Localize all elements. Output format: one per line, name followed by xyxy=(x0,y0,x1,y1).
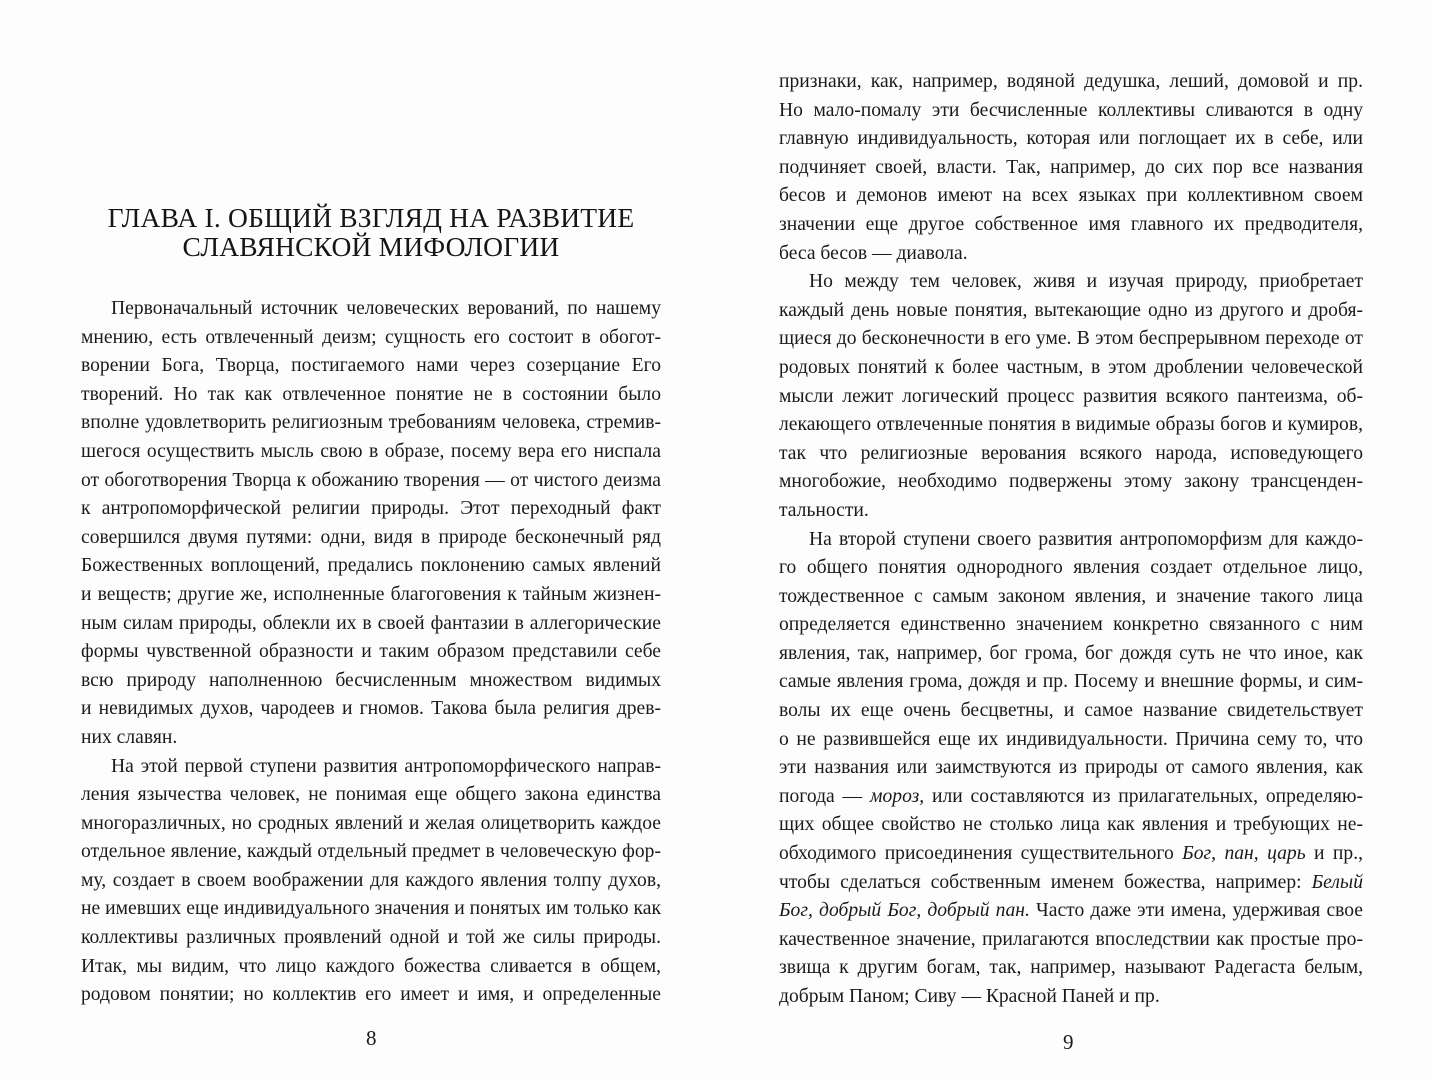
text-line: добрым Паном; Сиву — Красной Паней и пр. xyxy=(779,986,1160,1007)
text-line: эти названия или заимствуются из природы от самого явления, как xyxy=(779,757,1363,779)
text-line: всю природу наполненною бесчисленным множеством видимых xyxy=(81,669,661,691)
text-line: явления, так, например, бог грома, бог дождя суть не что иное, как xyxy=(779,642,1363,664)
text-line: Первоначальный источник человеческих верований, по нашему xyxy=(111,298,661,319)
page-number-left: 8 xyxy=(366,1026,377,1050)
text-line-mixed: обходимого присоединения существительного Бог, пан, царь и пр., xyxy=(779,843,1363,865)
text-line: родовых понятий к более частным, в этом дроблении человеческой xyxy=(779,356,1363,378)
text-line: к антропоморфической религии природы. Этот переходный факт xyxy=(81,498,661,520)
text-line: Божественных воплощений, предались поклонению самых явлений xyxy=(81,555,661,577)
text-line: мнению, есть отвлеченный деизм; сущность его состоит в обогот- xyxy=(81,326,661,348)
text-line: волы их еще очень бесцветны, и самое название свидетельствует xyxy=(779,700,1363,722)
text-line: звища к другим богам, так, например, называют Радегаста белым, xyxy=(779,957,1363,979)
text-line: признаки, как, например, водяной дедушка, леший, домовой и пр. xyxy=(779,71,1363,92)
left-page xyxy=(0,0,716,1080)
text-line: так что религиозные верования всякого народа, исповедующего xyxy=(779,442,1363,464)
text-line: Но мало-помалу эти бесчисленные коллективы сливаются в одну xyxy=(779,99,1363,121)
left-text-column xyxy=(81,295,661,1010)
text-line: и веществ; другие же, исполненные благоговения к тайным жизнен- xyxy=(81,583,661,605)
text-line: лекающего отвлеченные понятия в видимые образы богов и кумиров, xyxy=(779,414,1363,436)
italic-term: Белый xyxy=(1311,871,1363,893)
text-line: Итак, мы видим, что лицо каждого божества сливается в общем, xyxy=(81,955,661,977)
text-line: ворении Бога, Творца, постигаемого нами через созерцание Его xyxy=(81,355,661,377)
chapter-title-line-2: СЛАВЯНСКОЙ МИФОЛОГИИ xyxy=(182,231,560,262)
right-page xyxy=(716,0,1433,1080)
chapter-title-line-1: ГЛАВА I. ОБЩИЙ ВЗГЛЯД НА РАЗВИТИЕ xyxy=(107,202,635,233)
text-line: Но между тем человек, живя и изучая природу, приобретает xyxy=(809,271,1363,293)
text-line: бесов и демонов имеют на всех языках при коллективном своем xyxy=(779,185,1363,207)
text-line: вполне удовлетворить религиозным требованиям человека, стремив- xyxy=(81,412,661,434)
text-line: щих общее свойство не столько лица как явления и требующих не- xyxy=(779,814,1363,836)
text-line: ления язычества человек, не понимая еще общего закона единства xyxy=(81,784,661,806)
text-line: не имевших еще индивидуального значения и понятых им только как xyxy=(81,898,661,920)
text-line: тождественное с самым законом явления, и значение такого лица xyxy=(779,585,1363,607)
italic-term: Бог, добрый Бог, добрый пан. xyxy=(779,900,1030,922)
page-number-right: 9 xyxy=(1063,1030,1074,1054)
text-line-mixed: чтобы сделаться собственным именем божества, например: Белый xyxy=(779,871,1363,893)
text-line: качественное значение, прилагаются впоследствии как простые про- xyxy=(779,928,1363,950)
italic-term: мороз, xyxy=(869,785,925,807)
text-line: тальности. xyxy=(779,499,869,521)
text-line: главную индивидуальность, которая или поглощает их в себе, или xyxy=(779,128,1363,150)
right-text-column xyxy=(779,68,1363,1012)
text-line: каждый день новые понятия, вытекающие одно из другого и дробя- xyxy=(779,299,1363,321)
text-line: отдельное явление, каждый отдельный предмет в человеческую фор- xyxy=(81,841,661,863)
text-line: от обоготворения Творца к обожанию творения — от чистого деизма xyxy=(81,469,661,491)
text-line: На второй ступени своего развития антропоморфизм для каждо- xyxy=(809,528,1363,550)
text-line: щиеся до бесконечности в его уме. В этом беспрерывном переходе от xyxy=(779,328,1363,350)
text-line-mixed: погода — мороз, или составляются из прилагательных, определяю- xyxy=(779,785,1363,807)
text-line: подчиняет своей, власти. Так, например, до сих пор все названия xyxy=(779,156,1363,178)
text-line: шегося осуществить мысль свою в образе, посему вера его ниспала xyxy=(81,440,661,462)
italic-term: Бог, пан, царь xyxy=(1182,843,1306,865)
text-line: беса бесов — диавола. xyxy=(779,242,968,264)
text-line: многоразличных, но сродных явлений и желая олицетворить каждое xyxy=(81,812,661,834)
text-line: го общего понятия однородного явления создает отдельное лицо, xyxy=(779,557,1363,579)
text-line: На этой первой ступени развития антропоморфического направ- xyxy=(111,755,661,777)
text-line: значении еще другое собственное имя главного их предводителя, xyxy=(779,213,1363,235)
text-line: родовом понятии; но коллектив его имеет и имя, и определенные xyxy=(81,984,661,1006)
text-line: формы чувственной образности и таким образом представили себе xyxy=(81,641,661,663)
text-line: му, создает в своем воображении для каждого явления толпу духов, xyxy=(81,869,661,891)
text-line: и невидимых духов, чародеев и гномов. Такова была религия древ- xyxy=(81,698,661,720)
text-line: ным силам природы, облекли их в своей фантазии в аллегорические xyxy=(81,612,661,634)
text-line: мысли лежит логический процесс развития всякого пантеизма, об- xyxy=(779,385,1363,407)
text-line: творений. Но так как отвлеченное понятие не в состоянии было xyxy=(81,383,661,405)
text-line: самые явления грома, дождя и пр. Посему и внешние формы, и сим- xyxy=(779,671,1363,693)
text-line: совершился двумя путями: одни, видя в природе бесконечный ряд xyxy=(81,526,661,548)
text-line: о не развившейся еще их индивидуальности. Причина сему то, что xyxy=(779,728,1363,750)
text-line: них славян. xyxy=(81,726,178,748)
text-line: коллективы различных проявлений одной и той же силы природы. xyxy=(81,927,661,949)
text-line: многобожие, необходимо подвержены этому закону трансценден- xyxy=(779,471,1363,493)
text-line: определяется единственно значением конкретно связанного с ним xyxy=(779,614,1363,636)
text-line-mixed: Бог, добрый Бог, добрый пан. Часто даже эти имена, удерживая свое xyxy=(779,900,1363,922)
chapter-title xyxy=(81,203,661,261)
